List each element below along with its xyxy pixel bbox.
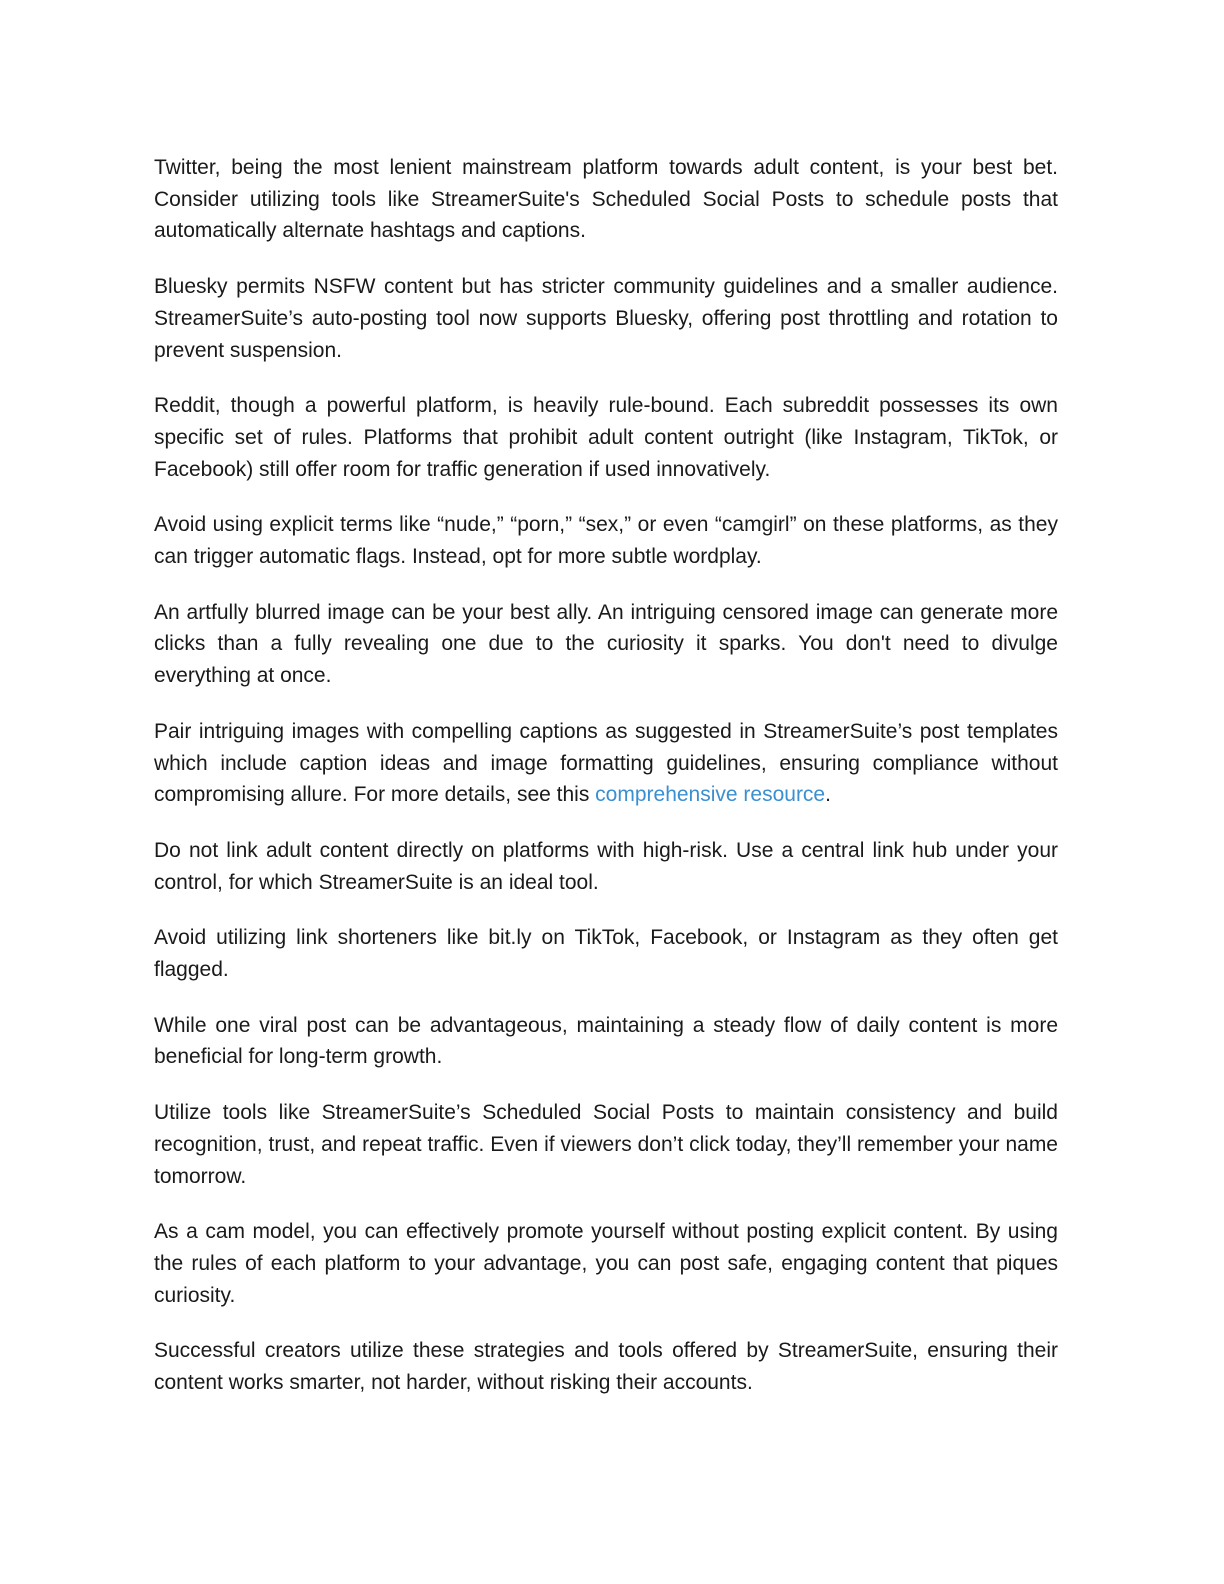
paragraph-consistency: Utilize tools like StreamerSuite’s Scheduled Social Posts to maintain consistency and build recognition, trust, and repeat traffic. Even if viewers don’t click today, they’ll remember your name tomorrow. — [154, 1101, 1058, 1188]
paragraph-link-hub: Do not link adult content directly on platforms with high-risk. Use a central link hub under your control, for which StreamerSuite is an ideal tool. — [154, 838, 1058, 894]
paragraph-conclusion: Successful creators utilize these strategies and tools offered by StreamerSuite, ensuring their content works smarter, not harder, without risking their accounts. — [154, 1339, 1058, 1395]
paragraph-blurred-image: An artfully blurred image can be your best ally. An intriguing censored image can generate more clicks than a fully revealing one due to the curiosity it sparks. You don't need to divulge everything at once. — [154, 600, 1058, 688]
captions-text-end: . — [825, 783, 831, 807]
paragraph-captions — [154, 716, 1058, 811]
paragraph-daily-content: While one viral post can be advantageous, maintaining a steady flow of daily content is more beneficial for long-term growth. — [154, 1013, 1058, 1069]
paragraph-explicit-terms: Avoid using explicit terms like “nude,” “porn,” “sex,” or even “camgirl” on these platforms, as they can trigger automatic flags. Instead, opt for more subtle wordplay. — [154, 513, 1058, 569]
paragraph-reddit: Reddit, though a powerful platform, is heavily rule-bound. Each subreddit possesses its own specific set of rules. Platforms that prohibit adult content outright (like Instagram, TikTok, or Facebook) still offer room for traffic generation if used innovatively. — [154, 394, 1058, 481]
paragraph-bluesky: Bluesky permits NSFW content but has stricter community guidelines and a smaller audience. StreamerSuite’s auto-posting tool now supports Bluesky, offering post throttling and rotation to prevent suspension. — [154, 275, 1058, 362]
document-body — [154, 152, 1058, 1423]
comprehensive-resource-link[interactable]: comprehensive resource — [595, 783, 826, 807]
paragraph-cam-model: As a cam model, you can effectively promote yourself without posting explicit content. By using the rules of each platform to your advantage, you can post safe, engaging content that piques curiosity. — [154, 1220, 1058, 1307]
paragraph-twitter: Twitter, being the most lenient mainstream platform towards adult content, is your best bet. Consider utilizing tools like StreamerSuite's Scheduled Social Posts to schedule posts that automatically alternate hashtags and captions. — [154, 156, 1058, 243]
captions-text: Pair intriguing images with compelling captions as suggested in StreamerSuite’s post templates which include caption ideas and image formatting guidelines, ensuring compliance without compromising allure. For more details, see this — [154, 719, 1058, 807]
paragraph-link-shorteners: Avoid utilizing link shorteners like bit.ly on TikTok, Facebook, or Instagram as they often get flagged. — [154, 926, 1058, 982]
